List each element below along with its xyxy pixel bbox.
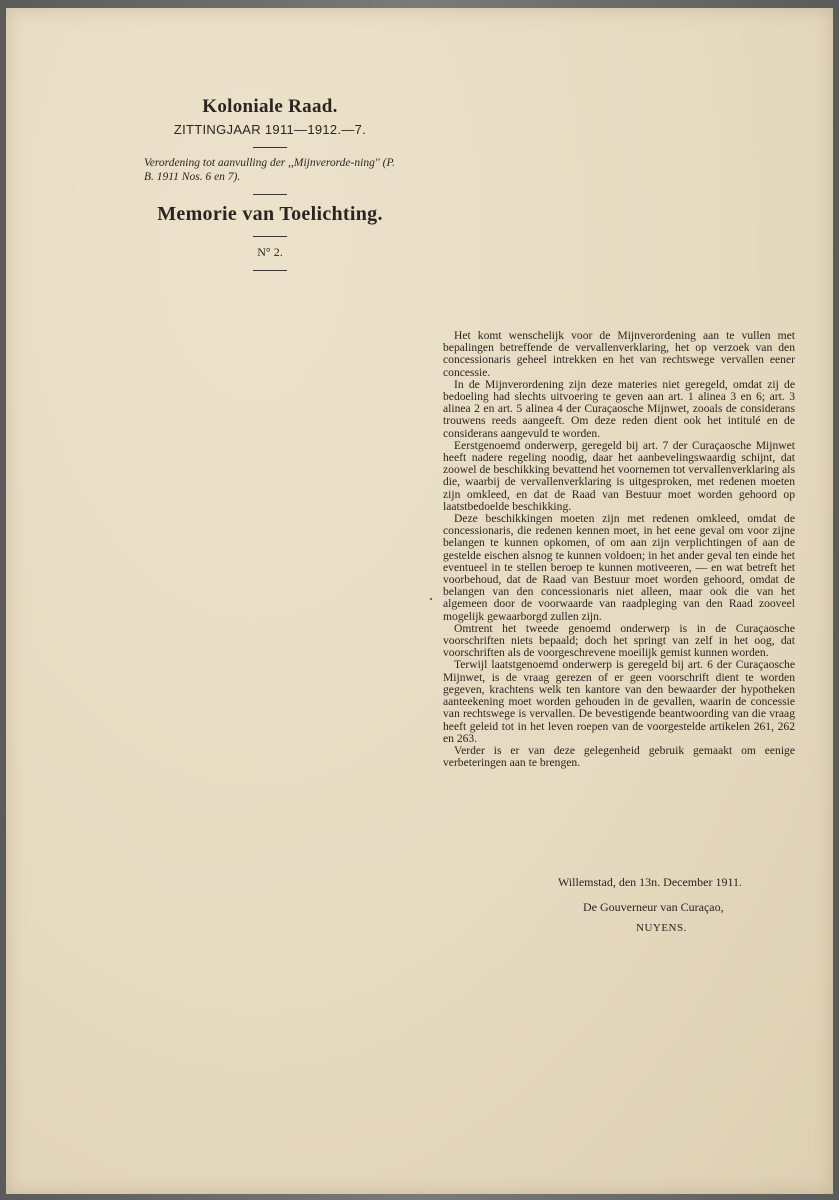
- ink-speck: [430, 598, 432, 600]
- subject-line: Verordening tot aanvulling der ,,Mijnverorde-ning'' (P. B. 1911 Nos. 6 en 7).: [144, 157, 395, 183]
- paragraph: Verder is er van deze gelegenheid gebruik gemaakt om eenige verbeteringen aan te brengen.: [443, 743, 795, 770]
- governor-title: De Gouverneur van Curaçao,: [583, 900, 724, 914]
- body-text: [443, 330, 795, 769]
- signer-name: NUYENS.: [636, 922, 687, 934]
- document-number: N° 2.: [257, 245, 283, 259]
- divider: [253, 236, 287, 237]
- paragraph: Omtrent het tweede genoemd onderwerp is in de Curaçaosche voorschriften niets bepaald; doch het springt van zelf in het oog, dat voorschriften als de voorgeschrevene moeilijk gemist kunnen worden.: [443, 621, 795, 660]
- council-title: Koloniale Raad.: [202, 96, 338, 117]
- document-header: [140, 96, 400, 279]
- paragraph: In de Mijnverordening zijn deze materies niet geregeld, omdat zij de bedoeling had slechts uitvoering te geven aan art. 1 alinea 3 en 6; art. 3 alinea 2 en art. 5 alinea 4 der Curaçaosche Mijnwet, zooals de considerans trouwens reeds aangeeft. Om deze reden dient ook het intitulé en de considerans aangevuld te worden.: [443, 377, 795, 440]
- paragraph: Eerstgenoemd onderwerp, geregeld bij art. 7 der Curaçaosche Mijnwet heeft nadere regeling noodig, daar het aanbevelingswaardig schijnt, dat zoowel de beschikking bevattend het voornemen tot vervallenverklaring als die, waarbij de vervallenverklaring is uitgesproken, met redenen moeten zijn omkleed, en dat de Raad van Bestuur moet worden gehoord op laatstbedoelde beschikking.: [443, 438, 795, 513]
- divider: [253, 194, 287, 195]
- paragraph: Het komt wenschelijk voor de Mijnverordening aan te vullen met bepalingen betreffende de vervallenverklaring, het op verzoek van den concessionaris geheel intrekken en het van rechtswege vervallen eener concessie.: [443, 329, 795, 379]
- divider: [253, 270, 287, 271]
- divider: [253, 147, 287, 148]
- document-type-title: Memorie van Toelichting.: [157, 203, 383, 225]
- session-line: ZITTINGJAAR 1911—1912.—7.: [173, 122, 367, 137]
- place-date: Willemstad, den 13n. December 1911.: [558, 875, 743, 889]
- paragraph: Deze beschikkingen moeten zijn met redenen omkleed, omdat de concessionaris, die redenen kennen moet, in het eene geval om voor zijne belangen te kunnen opkomen, of om aan zijn verplichtingen of aan de gestelde eischen alsnog te kunnen voldoen; in het ander geval ten einde het eventueel in te stellen beroep te kunnen motiveeren, — en wat betreft het voorbehoud, dat de Raad van Bestuur moet worden gehoord, omdat de belangen van den concessionaris niet alleen, maar ook die van het algemeen door de voorwaarde van raadpleging van den Raad zooveel mogelijk gewaarborgd zullen zijn.: [443, 512, 795, 623]
- paragraph: Terwijl laatstgenoemd onderwerp is geregeld bij art. 6 der Curaçaosche Mijnwet, is de vraag gerezen of er geen voorschrift dient te worden gegeven, krachtens welk ten kantore van den bewaarder der hypotheken aanteekening moet worden gehouden in de gevallen, waarin de concessie van rechtswege is vervallen. De bevestigende beantwoording van die vraag heeft geleid tot in het leven roepen van de voorgestelde artikelen 261, 262 en 263.: [443, 658, 795, 745]
